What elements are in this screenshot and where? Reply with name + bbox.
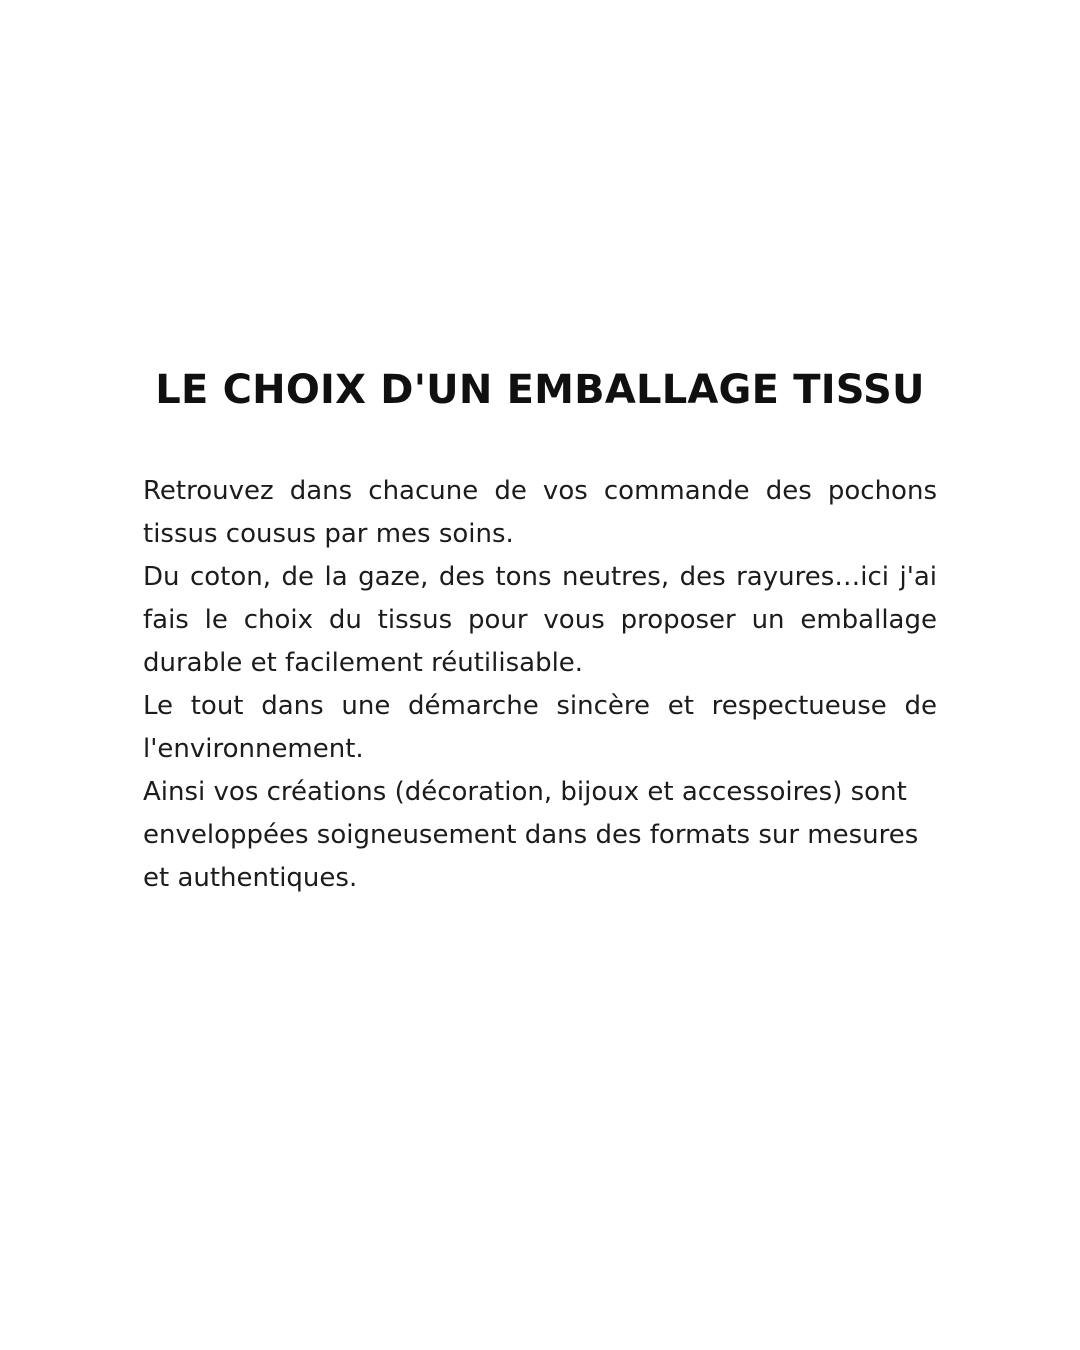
paragraph-3: Le tout dans une démarche sincère et respectueuse de l'environnement. <box>143 691 937 764</box>
paragraph-4: Ainsi vos créations (décoration, bijoux et accessoires) sont enveloppées soigneusement dans des formats sur mesures et authentiques. <box>143 777 919 893</box>
body-text-block <box>143 470 937 900</box>
page-title: LE CHOIX D'UN EMBALLAGE TISSU <box>155 367 925 413</box>
paragraph-2: Du coton, de la gaze, des tons neutres, des rayures…ici j'ai fais le choix du tissus pour vous proposer un emballage durable et facilement réutilisable. <box>143 562 937 678</box>
paragraph-1: Retrouvez dans chacune de vos commande des pochons tissus cousus par mes soins. <box>143 476 937 549</box>
document-content <box>143 366 937 900</box>
